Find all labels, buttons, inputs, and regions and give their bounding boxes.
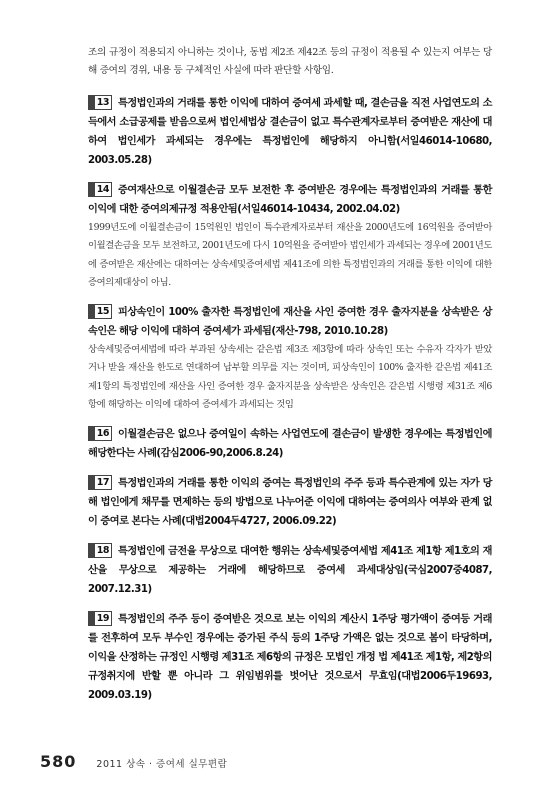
case-number-box: 13 — [88, 95, 112, 110]
case-body: 상속세및증여세법에 따라 부과된 상속세는 같은법 제3조 제3항에 따라 상속인 또는 수유자 각자가 받았거나 받을 재산을 한도로 연대하여 납부할 의무를 지는 것이며, 피상속인이 100% 출자한 같은법 제41조 제1항의 특정법인에 재산을 사인 증여한 경우 출자지분을 상속받은 상속인은 같은법 시행령 제31조 제6항에 해당하는 이익에 대하여 증여세가 과세되는 것임 — [88, 344, 492, 411]
case-number-box: 15 — [88, 304, 112, 319]
case-heading-text: 피상속인이 100% 출자한 특정법인에 재산을 사인 증여한 경우 출자지분을 상속받은 상속인은 해당 이익에 대하여 증여세가 과세됨(재산-798, 2010.10.28) — [88, 307, 492, 338]
case-heading-text: 증여재산으로 이월결손금 모두 보전한 후 증여받은 경우에는 특정법인과의 거래를 통한 이익에 대한 증여의제규정 적용안됨(서일46014-10434, 2002.04.02) — [88, 185, 492, 215]
page-number: 580 — [40, 752, 77, 771]
case-heading-text: 특정법인과의 거래를 통한 이익의 증여는 특정법인의 주주 등과 특수관계에 있는 자가 당해 법인에게 채무를 면제하는 등의 방법으로 나누어준 이익에 대하여는 증여의사 여부와 관계 없이 증여로 본다는 사례(대법2004두4727, 2006.09.22) — [88, 478, 492, 528]
case-number-box: 18 — [88, 543, 112, 558]
intro-paragraph: 조의 규정이 적용되지 아니하는 것이나, 동법 제2조 제42조 등의 규정이 적용될 수 있는지 여부는 당해 증여의 경위, 내용 등 구체적인 사실에 따라 판단할 사항임. — [88, 47, 492, 76]
case-15 — [88, 303, 492, 414]
case-heading — [88, 181, 492, 219]
case-16 — [88, 425, 492, 463]
case-heading-text: 특정법인과의 거래를 통한 이익에 대하여 증여세 과세할 때, 결손금을 직전 사업연도의 소득에서 소급공제를 받음으로써 법인세법상 결손금이 없고 특수관계자로부터 증여받은 재산에 대하여 법인세가 과세되는 경우에는 특정법인에 해당하지 아니함(서일46014-10680, 2003.05.28) — [88, 98, 492, 166]
case-13 — [88, 94, 492, 170]
case-heading — [88, 474, 492, 531]
case-heading — [88, 303, 492, 341]
case-19 — [88, 610, 492, 705]
page-footer — [40, 752, 227, 771]
case-17 — [88, 474, 492, 531]
case-number-box: 17 — [88, 475, 112, 490]
case-heading-text: 이월결손금은 없으나 증여일이 속하는 사업연도에 결손금이 발생한 경우에는 특정법인에 해당한다는 사례(감심2006-90,2006.8.24) — [88, 429, 492, 460]
case-heading — [88, 610, 492, 705]
page-content — [88, 44, 492, 716]
case-number-box: 16 — [88, 426, 112, 441]
case-heading — [88, 542, 492, 599]
book-title: 2011 상속 · 증여세 실무편람 — [96, 759, 228, 770]
case-18 — [88, 542, 492, 599]
case-14 — [88, 181, 492, 292]
case-heading — [88, 94, 492, 170]
case-heading-text: 특정법인의 주주 등이 증여받은 것으로 보는 이익의 계산시 1주당 평가액이 증여등 거래를 전후하여 모두 부수인 경우에는 증가된 주식 등의 1주당 가액은 없는 것으로 봄이 타당하며, 이익을 산정하는 규정인 시행령 제31조 제6항의 규정은 모법인 개정 법 제41조 제1항, 제2항의 규정취지에 반할 뿐 아니라 그 위임범위를 벗어난 것으로서 무효임(대법2006두19693, 2009.03.19) — [88, 614, 492, 702]
case-number-box: 14 — [88, 182, 112, 197]
case-body: 1999년도에 이월결손금이 15억원인 법인이 특수관계자로부터 재산을 2000년도에 16억원을 증여받아 이월결손금을 모두 보전하고, 2001년도에 다시 10억원을 증여받아 법인세가 과세되는 경우에 2001년도에 증여받은 재산에는 대하여는 상속세및증여세법 제41조에 의한 특정법인과의 거래를 통한 이익에 대한 증여의제대상이 아님. — [88, 222, 492, 288]
case-heading-text: 특정법인에 금전을 무상으로 대여한 행위는 상속세및증여세법 제41조 제1항 제1호의 재산을 무상으로 제공하는 거래에 해당하므로 증여세 과세대상임(국심2007중4087, 2007.12.31) — [88, 546, 492, 596]
case-heading — [88, 425, 492, 463]
case-number-box: 19 — [88, 611, 112, 626]
